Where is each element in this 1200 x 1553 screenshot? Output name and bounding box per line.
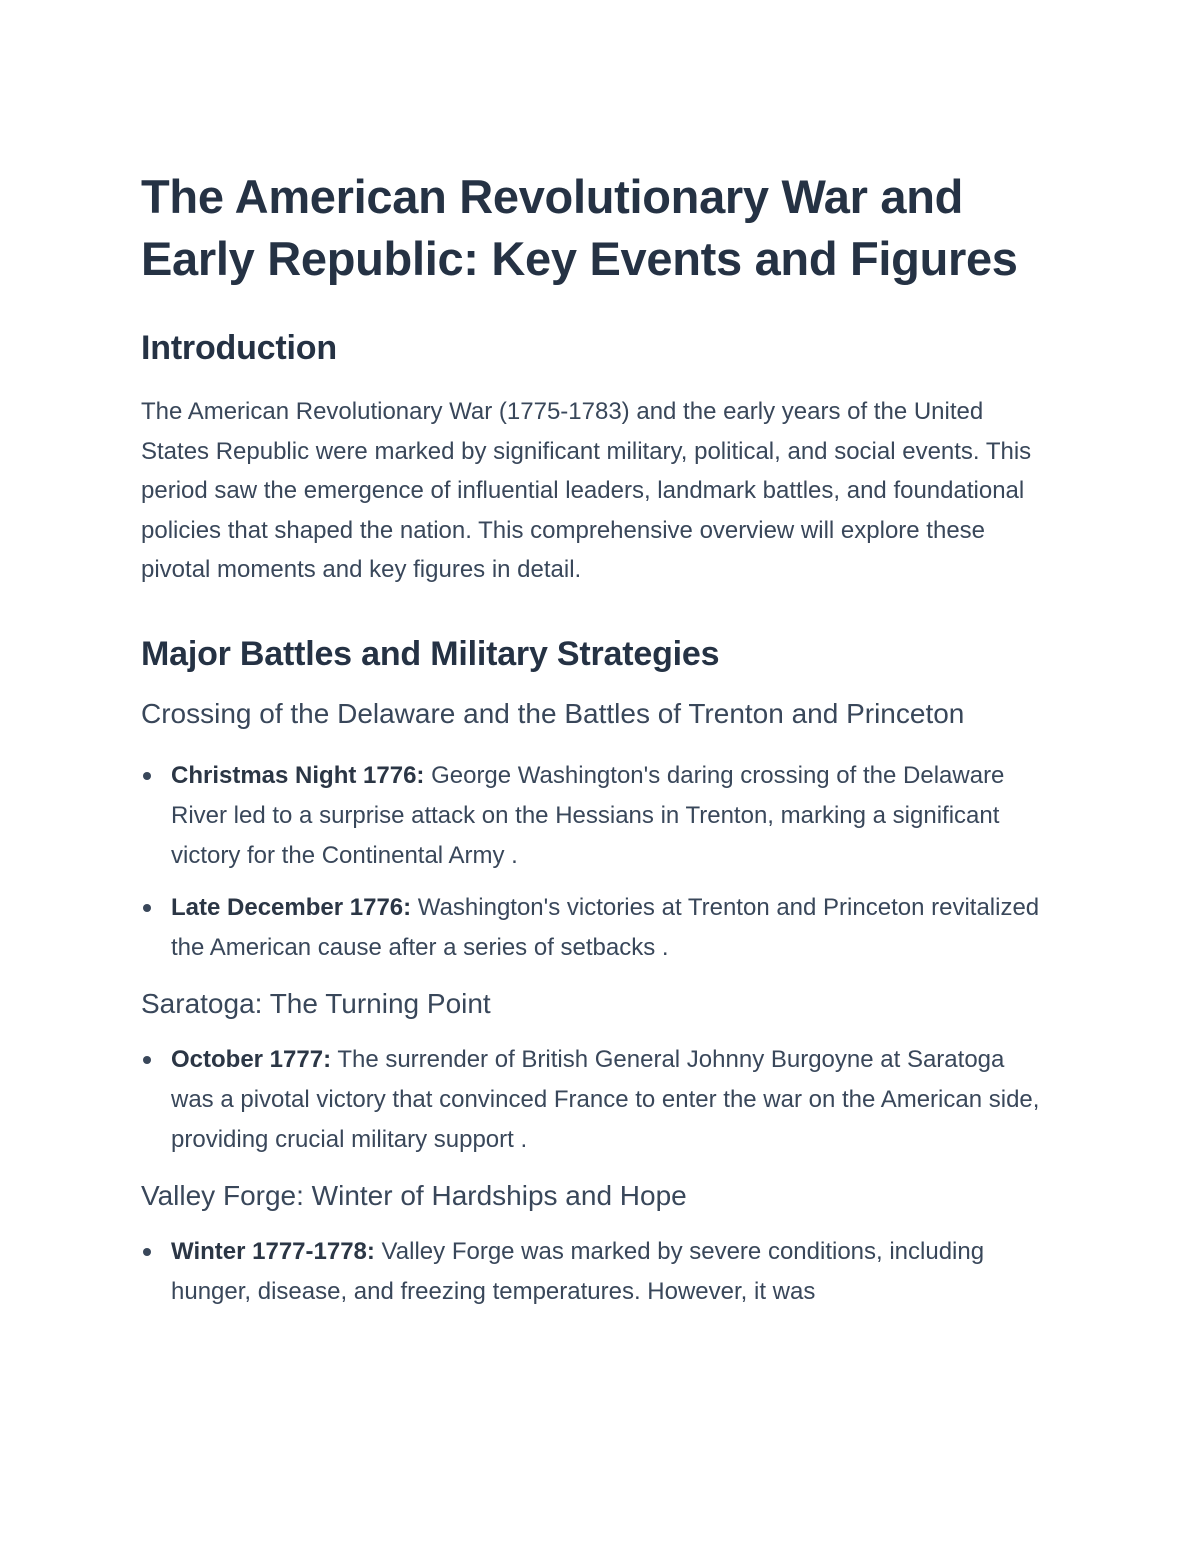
section-valley-forge: [141, 1172, 1041, 1312]
list-item: [141, 1232, 1041, 1312]
item-text: George Washington's daring crossing of the Delaware River led to a surprise attack on the Hessians in Trenton, marking a significant victory for the Continental Army .: [171, 761, 1005, 869]
list-item: [141, 756, 1041, 876]
section-heading: Crossing of the Delaware and the Battles of Trenton and Princeton: [141, 697, 965, 729]
item-label: Winter 1777-1778:: [171, 1237, 375, 1265]
section-saratoga: [141, 980, 1041, 1160]
bullet-list: [141, 756, 1041, 968]
item-label: Christmas Night 1776:: [171, 761, 425, 789]
battles-heading: Major Battles and Military Strategies: [141, 634, 720, 673]
item-text: Washington's victories at Trenton and Princeton revitalized the American cause after a series of setbacks .: [171, 893, 1040, 961]
section-heading: Valley Forge: Winter of Hardships and Hope: [141, 1179, 687, 1211]
list-item: [141, 1040, 1041, 1160]
bullet-list: [141, 1040, 1041, 1160]
item-label: Late December 1776:: [171, 893, 412, 921]
bullet-list: [141, 1232, 1041, 1312]
item-label: October 1777:: [171, 1045, 332, 1073]
document-page: [141, 166, 1041, 1312]
introduction-paragraph: The American Revolutionary War (1775-1783) and the early years of the United States Republic were marked by significant military, political, and social events. This period saw the emergence of influential leaders, landmark battles, and foundational policies that shaped the nation. This comprehensive overview will explore these pivotal moments and key figures in detail.: [141, 398, 1032, 583]
section-heading: Saratoga: The Turning Point: [141, 987, 491, 1019]
introduction-heading: Introduction: [141, 329, 337, 367]
document-title: The American Revolutionary War and Early Republic: Key Events and Figures: [141, 170, 1018, 285]
section-delaware: [141, 690, 1041, 968]
item-text: Valley Forge was marked by severe conditions, including hunger, disease, and freezing temperatures. However, it was: [171, 1237, 985, 1305]
list-item: [141, 888, 1041, 968]
item-text: The surrender of British General Johnny Burgoyne at Saratoga was a pivotal victory that convinced France to enter the war on the American side, providing crucial military support .: [171, 1045, 1040, 1153]
